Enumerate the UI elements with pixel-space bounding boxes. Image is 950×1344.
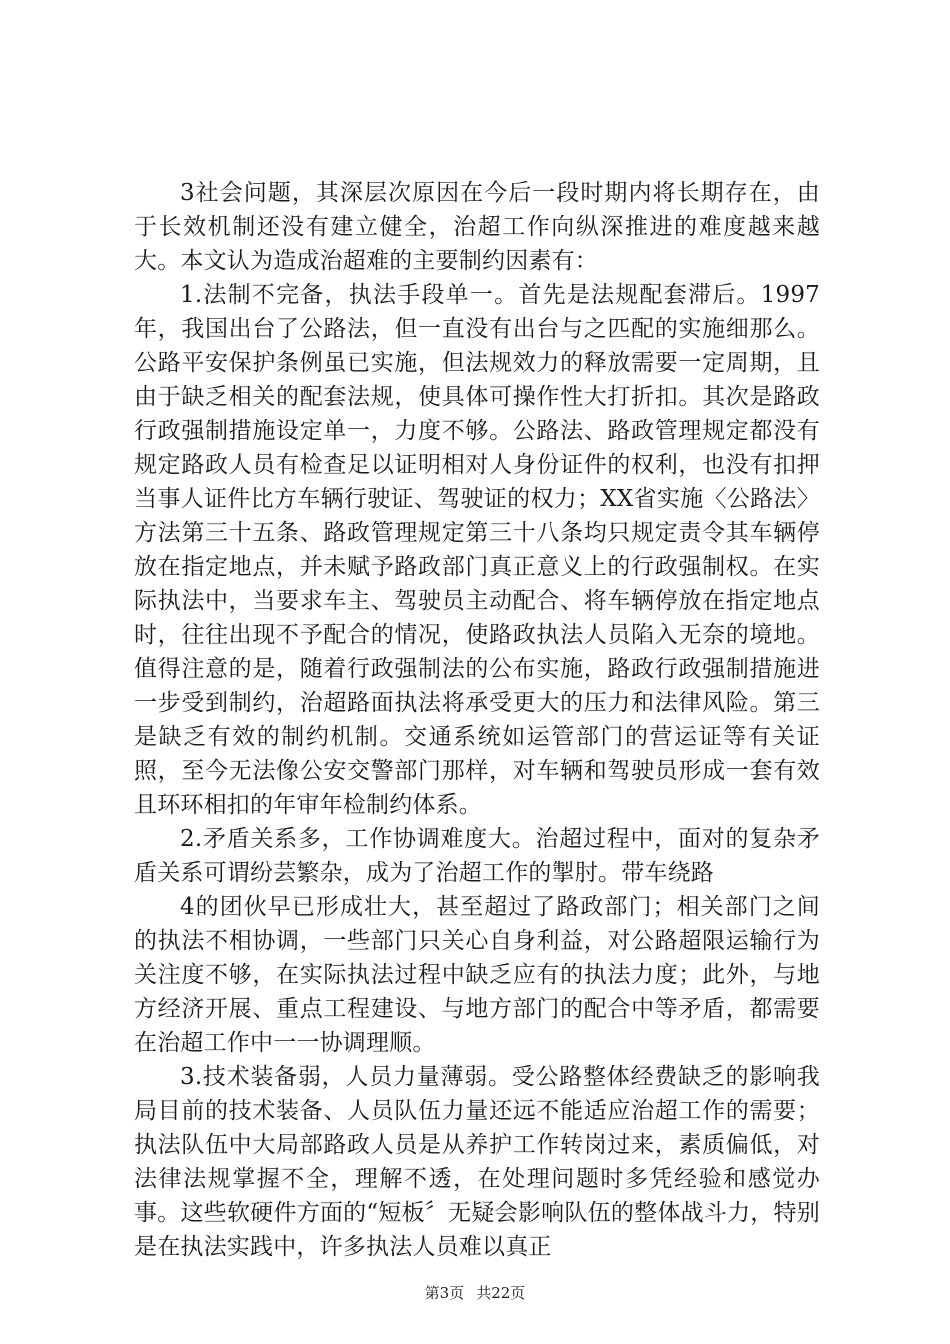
paragraph: 4的团伙早已形成壮大，甚至超过了路政部门；相关部门之间的执法不相协调，一些部门只关心自身利益，对公路超限运输行为关注度不够，在实际执法过程中缺乏应有的执法力度；此外，与地方经济开展、重点工程建设、与地方部门的配合中等矛盾，都需要在治超工作中一一协调理顺。	[134, 894, 820, 1056]
page-footer	[0, 1283, 950, 1303]
page-number: 第3页	[424, 1284, 465, 1302]
paragraph: 3.技术装备弱，人员力量薄弱。受公路整体经费缺乏的影响我局目前的技术装备、人员队伍力量还远不能适应治超工作的需要；执法队伍中大局部路政人员是从养护工作转岗过来，素质偏低，对法律法规掌握不全，理解不透，在处理问题时多凭经验和感觉办事。这些软硬件方面的“短板〞无疑会影响队伍的整体战斗力，特别是在执法实践中，许多执法人员难以真正	[134, 1064, 820, 1260]
page-total: 共22页	[476, 1284, 526, 1302]
paragraph: 2.矛盾关系多，工作协调难度大。治超过程中，面对的复杂矛盾关系可谓纷芸繁杂，成为了治超工作的掣肘。带车绕路	[134, 826, 820, 886]
paragraph: 1.法制不完备，执法手段单一。首先是法规配套滞后。1997年，我国出台了公路法，但一直没有出台与之匹配的实施细那么。公路平安保护条例虽已实施，但法规效力的释放需要一定周期，且由于缺乏相关的配套法规，使具体可操作性大打折扣。其次是路政行政强制措施设定单一，力度不够。公路法、路政管理规定都没有规定路政人员有检查足以证明相对人身份证件的权利，也没有扣押当事人证件比方车辆行驶证、驾驶证的权力；XX省实施〈公路法〉方法第三十五条、路政管理规定第三十八条均只规定责令其车辆停放在指定地点，并未赋予路政部门真正意义上的行政强制权。在实际执法中，当要求车主、驾驶员主动配合、将车辆停放在指定地点时，往往出现不予配合的情况，使路政执法人员陷入无奈的境地。值得注意的是，随着行政强制法的公布实施，路政行政强制措施进一步受到制约，治超路面执法将承受更大的压力和法律风险。第三是缺乏有效的制约机制。交通系统如运管部门的营运证等有关证照，至今无法像公安交警部门那样，对车辆和驾驶员形成一套有效且环环相扣的年审年检制约体系。	[134, 282, 820, 818]
paragraph: 3社会问题，其深层次原因在今后一段时期内将长期存在，由于长效机制还没有建立健全，治超工作向纵深推进的难度越来越大。本文认为造成治超难的主要制约因素有：	[134, 180, 820, 274]
document-body	[134, 176, 820, 1264]
